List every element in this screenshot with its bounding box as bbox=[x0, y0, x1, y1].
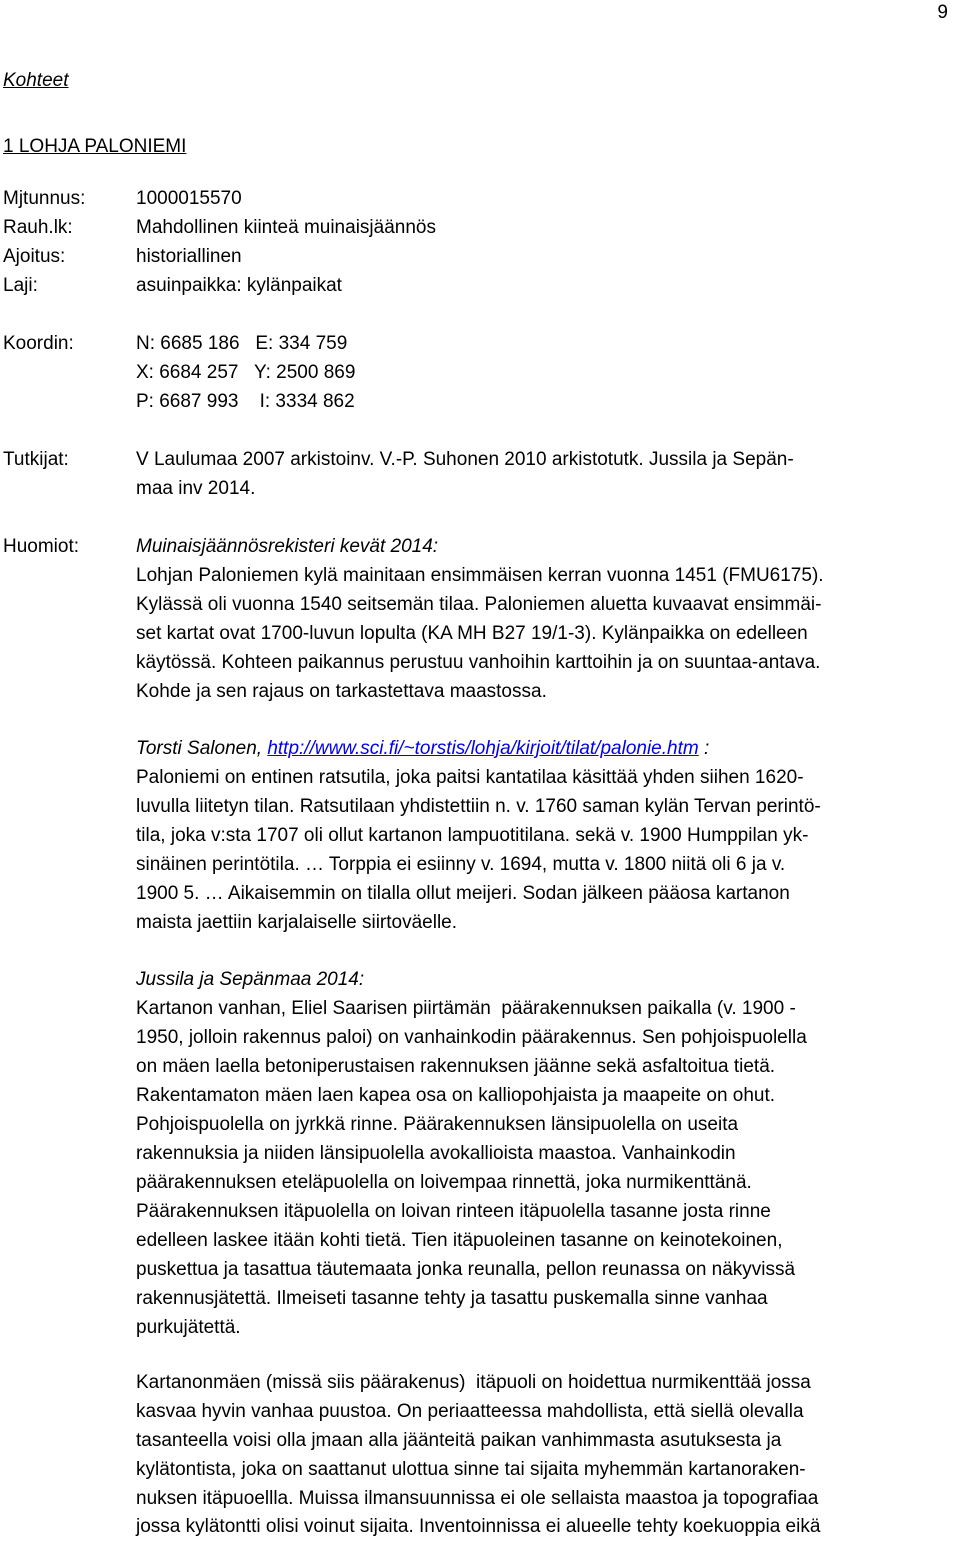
jussila-line: Pohjoispuolella on jyrkkä rinne. Päärakennuksen länsipuolella on useita bbox=[136, 1114, 739, 1135]
salonen-line: Paloniemi on entinen ratsutila, joka paitsi kantatilaa käsittää yhden siihen 1620- bbox=[136, 767, 804, 788]
salonen-source-link[interactable]: http://www.sci.fi/~torstis/lohja/kirjoit/tilat/palonie.htm bbox=[267, 738, 699, 759]
register-line: käytössä. Kohteen paikannus perustuu vanhoihin karttoihin ja on suuntaa-antava. bbox=[136, 652, 821, 673]
register-line: Lohjan Paloniemen kylä mainitaan ensimmäisen kerran vuonna 1451 (FMU6175). bbox=[136, 565, 824, 586]
jussila-heading: Jussila ja Sepänmaa 2014: bbox=[136, 969, 365, 990]
jussila-line: rakennuksia ja niiden länsipuolella avokallioista maastoa. Vanhainkodin bbox=[136, 1143, 736, 1164]
ajoitus-value: historiallinen bbox=[136, 246, 242, 267]
salonen-colon: : bbox=[698, 738, 710, 759]
salonen-line: luvulla liitetyn tilan. Ratsutilaan yhdistettiin n. v. 1760 saman kylän Tervan perintö- bbox=[136, 796, 821, 817]
jussila-line: Kartanon vanhan, Eliel Saarisen piirtämän päärakennuksen paikalla (v. 1900 - bbox=[136, 998, 796, 1019]
register-line: set kartat ovat 1700-luvun lopulta (KA MH B27 19/1-3). Kylänpaikka on edelleen bbox=[136, 623, 808, 644]
koordin-line-2: X: 6684 257 Y: 2500 869 bbox=[136, 362, 356, 383]
salonen-author: Torsti Salonen, bbox=[136, 738, 268, 759]
salonen-heading bbox=[136, 734, 709, 763]
register-line: Kylässä oli vuonna 1540 seitsemän tilaa. Paloniemen aluetta kuvaavat ensimmäi- bbox=[136, 594, 822, 615]
jussila-line: Päärakennuksen itäpuolella on loivan rinteen itäpuolella tasanne josta rinne bbox=[136, 1201, 771, 1222]
jussila-line: 1950, jolloin rakennus paloi) on vanhainkodin päärakennus. Sen pohjoispuolella bbox=[136, 1027, 807, 1048]
jussila-line: Rakentamaton mäen laen kapea osa on kalliopohjaista ja maapeite on ohut. bbox=[136, 1085, 776, 1106]
final-line: kasvaa hyvin vanhaa puustoa. On periaatteessa mahdollista, että siellä olevalla bbox=[136, 1401, 804, 1422]
huomiot-label: Huomiot: bbox=[3, 536, 80, 557]
jussila-line: on mäen laella betoniperustaisen rakennuksen jäänne sekä asfaltoitua tietä. bbox=[136, 1056, 776, 1077]
salonen-line: tila, joka v:sta 1707 oli ollut kartanon lampuotitilana. sekä v. 1900 Humppilan yk- bbox=[136, 825, 809, 846]
laji-label: Laji: bbox=[3, 275, 38, 296]
jussila-line: päärakennuksen eteläpuolella on loivempaa rinnettä, joka nurmikenttänä. bbox=[136, 1172, 752, 1193]
ajoitus-label: Ajoitus: bbox=[3, 246, 66, 267]
page-number: 9 bbox=[937, 2, 948, 23]
tutkijat-label: Tutkijat: bbox=[3, 449, 69, 470]
salonen-line: 1900 5. … Aikaisemmin on tilalla ollut meijeri. Sodan jälkeen pääosa kartanon bbox=[136, 883, 790, 904]
final-line: Kartanonmäen (missä siis päärakenus) itäpuoli on hoidettua nurmikenttää jossa bbox=[136, 1372, 811, 1393]
salonen-line: sinäinen perintötila. … Torppia ei esiinny v. 1694, mutta v. 1800 niitä oli 6 ja v. bbox=[136, 854, 786, 875]
salonen-line: maista jaettiin karjalaiselle siirtoväelle. bbox=[136, 912, 458, 933]
final-line: tasanteella voisi olla jmaan alla jäänteitä paikan vanhimmasta asutuksesta ja bbox=[136, 1430, 782, 1451]
rauhlk-value: Mahdollinen kiinteä muinaisjäännös bbox=[136, 217, 436, 238]
koordin-label: Koordin: bbox=[3, 333, 74, 354]
jussila-line: purkujätettä. bbox=[136, 1317, 241, 1338]
register-heading: Muinaisjäännösrekisteri kevät 2014: bbox=[136, 536, 439, 557]
register-line: Kohde ja sen rajaus on tarkastettava maastossa. bbox=[136, 681, 547, 702]
mjtunnus-value: 1000015570 bbox=[136, 188, 242, 209]
koordin-line-1: N: 6685 186 E: 334 759 bbox=[136, 333, 348, 354]
final-line: nuksen itäpuoellla. Muissa ilmansuunnissa ei ole sellaista maastoa ja topografiaa bbox=[136, 1488, 819, 1509]
final-line: kylätontista, joka on saattanut ulottua sinne tai sijaita myhemmän kartanoraken- bbox=[136, 1459, 806, 1480]
jussila-line: edelleen laskee itään kohti tietä. Tien itäpuoleinen tasanne on keinotekoinen, bbox=[136, 1230, 783, 1251]
jussila-line: puskettua ja tasattua täutemaata jonka reunalla, pellon reunassa on näkyvissä bbox=[136, 1259, 796, 1280]
section-heading: Kohteet bbox=[3, 70, 69, 91]
final-line: jossa kylätontti olisi voinut sijaita. Inventoinnissa ei alueelle tehty koekuoppia eikä bbox=[136, 1516, 821, 1537]
rauhlk-label: Rauh.lk: bbox=[3, 217, 73, 238]
laji-value: asuinpaikka: kylänpaikat bbox=[136, 275, 342, 296]
mjtunnus-label: Mjtunnus: bbox=[3, 188, 86, 209]
jussila-line: rakennusjätettä. Ilmeiseti tasanne tehty ja tasattu puskemalla sinne vanhaa bbox=[136, 1288, 768, 1309]
site-heading: 1 LOHJA PALONIEMI bbox=[3, 136, 187, 157]
tutkijat-line-1: V Laulumaa 2007 arkistoinv. V.-P. Suhonen 2010 arkistotutk. Jussila ja Sepän- bbox=[136, 449, 794, 470]
koordin-line-3: P: 6687 993 I: 3334 862 bbox=[136, 391, 355, 412]
tutkijat-line-2: maa inv 2014. bbox=[136, 478, 256, 499]
